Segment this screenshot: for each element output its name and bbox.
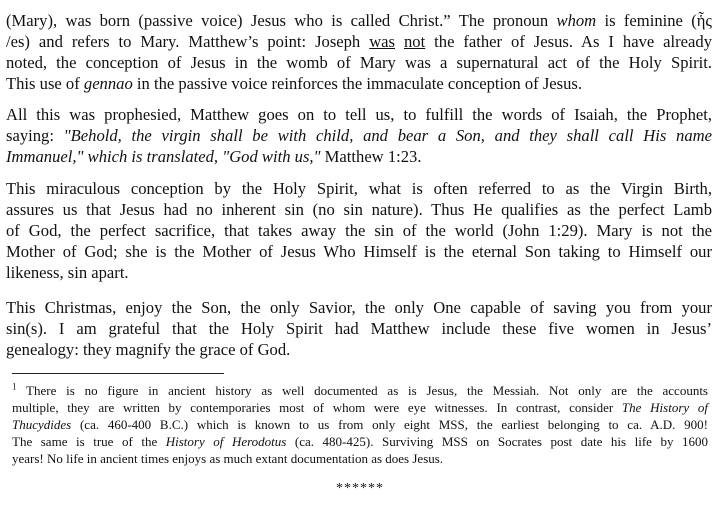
footnote-line: Thucydides (ca. 460-400 B.C.) which is known to us from only eight MSS, the earliest belonging to ca. A.D. 900! <box>12 417 708 432</box>
paragraph-prophecy <box>6 104 712 167</box>
text-line: likeness, sin apart. <box>6 263 129 282</box>
paragraph-christmas <box>6 297 712 360</box>
footnote-line: The same is true of the History of Herodotus (ca. 480-425). Surviving MSS on Socrates post date his life by 1600 <box>12 434 709 449</box>
text-line: This use of gennao in the passive voice reinforces the immaculate conception of Jesus. <box>6 74 583 93</box>
text-line: This miraculous conception by the Holy Spirit, what is often referred to as the Virgin Birth, <box>6 179 712 198</box>
text-line: saying: "Behold, the virgin shall be with child, and bear a Son, and they shall call His name <box>6 126 712 145</box>
text-line: of God, the perfect sacrifice, that takes away the sin of the world (John 1:29). Mary is not the <box>6 221 712 240</box>
paragraph-virgin-birth <box>6 178 712 283</box>
text-line: genealogy: they magnify the grace of God. <box>6 340 291 359</box>
paragraph-mary-birth <box>6 10 712 94</box>
footnote <box>12 382 708 467</box>
footnote-line: $^1$ There is no figure in ancient history as well documented as is Jesus, the Messiah. Not only are the accounts <box>12 381 708 398</box>
text-line: noted, the conception of Jesus in the womb of Mary was a supernatural act of the Holy Spirit. <box>6 53 712 72</box>
section-separator: ****** <box>336 481 384 496</box>
footnote-line: years! No life in ancient times enjoys as much extant documentation as does Jesus. <box>12 451 444 466</box>
footnote-line: multiple, they are written by contemporaries most of whom were eye witnesses. In contrast, consider The History of <box>12 400 708 415</box>
text-line: sin(s). I am grateful that the Holy Spirit had Matthew include these five women in Jesus’ <box>6 319 712 338</box>
text-line: All this was prophesied, Matthew goes on to tell us, to fulfill the words of Isaiah, the Prophet, <box>6 105 712 124</box>
footnote-divider <box>12 373 224 374</box>
footnote-marker: 1 <box>12 381 17 392</box>
text-line: assures us that Jesus had no inherent sin (no sin nature). Thus He qualifies as the perfect Lamb <box>6 200 712 219</box>
text-line: Mother of God; she is the Mother of Jesus Who Himself is the eternal Son taking to Himself our <box>6 242 712 261</box>
text-line: This Christmas, enjoy the Son, the only Savior, the only One capable of saving you from your <box>6 298 712 317</box>
text-line: Immanuel," which is translated, "God with us," Matthew 1:23. <box>6 147 422 166</box>
text-line: (Mary), was born (passive voice) Jesus who is called Christ.” The pronoun whom is feminine (ἧς <box>6 11 713 30</box>
text-line: /es) and refers to Mary. Matthew’s point: Joseph was not the father of Jesus. As I have already <box>6 32 713 51</box>
